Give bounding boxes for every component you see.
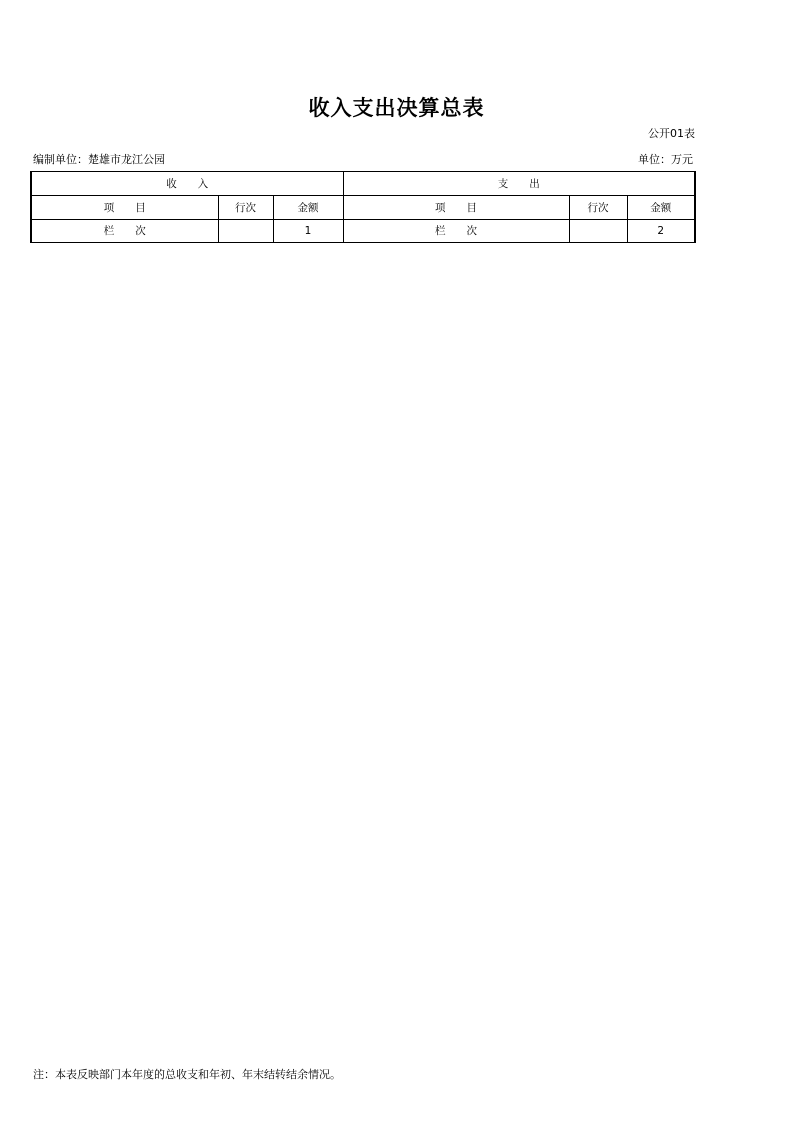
income-header: 收 入 — [31, 172, 343, 196]
form-number: 公开01表 — [648, 127, 695, 140]
expense-col-blank — [569, 219, 627, 243]
income-amount-header: 金额 — [273, 195, 343, 219]
expense-amount-header: 金额 — [627, 195, 695, 219]
header-section-row — [31, 172, 695, 196]
expense-header: 支 出 — [343, 172, 695, 196]
income-rowno-header: 行次 — [218, 195, 273, 219]
reporting-unit: 编制单位：楚雄市龙江公园 — [33, 153, 165, 166]
currency-unit: 单位：万元 — [638, 153, 693, 166]
income-col-number: 1 — [273, 219, 343, 243]
report-title: 收入支出决算总表 — [308, 96, 485, 120]
income-col-label: 栏 次 — [31, 219, 218, 243]
footnote: 注：本表反映部门本年度的总收支和年初、年末结转结余情况。 — [33, 1068, 341, 1081]
expense-rowno-header: 行次 — [569, 195, 627, 219]
income-item-header: 项 目 — [31, 195, 218, 219]
expense-col-label: 栏 次 — [343, 219, 569, 243]
income-expense-table — [30, 171, 696, 243]
column-index-row — [31, 219, 695, 243]
header-column-row — [31, 195, 695, 219]
income-col-blank — [218, 219, 273, 243]
expense-item-header: 项 目 — [343, 195, 569, 219]
expense-col-number: 2 — [627, 219, 695, 243]
